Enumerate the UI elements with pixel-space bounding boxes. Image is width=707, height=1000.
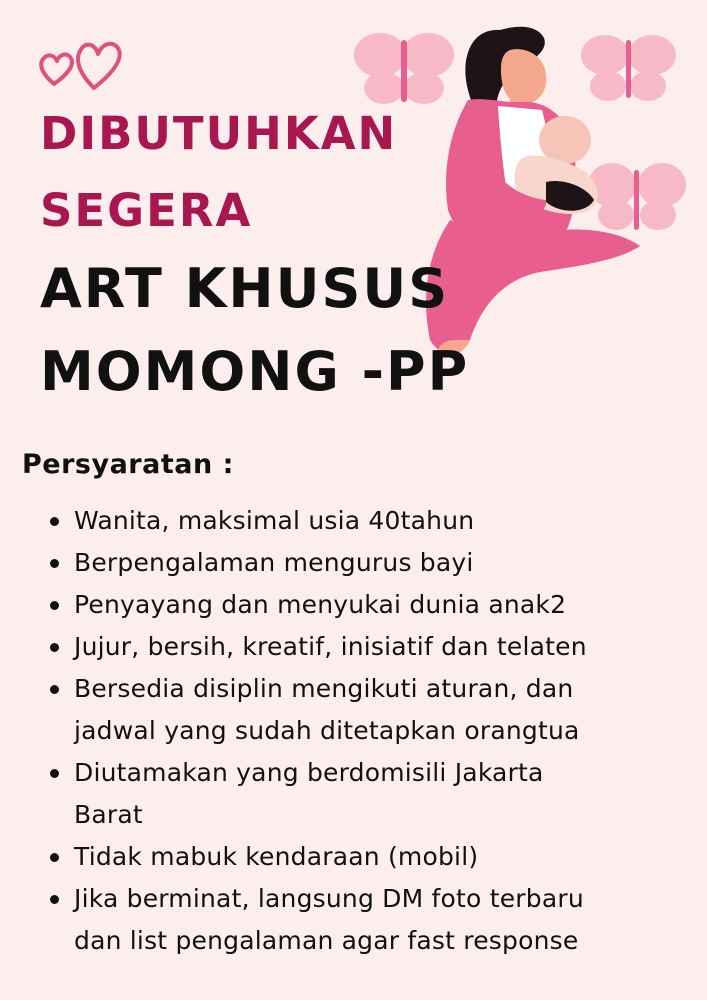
- list-item-text: Jika berminat, langsung DM foto terbaru: [74, 884, 584, 913]
- headline-dibutuhkan: DIBUTUHKAN: [40, 107, 398, 160]
- list-item: [48, 542, 698, 584]
- list-item: [48, 584, 698, 626]
- bullet-icon: [50, 685, 59, 694]
- bullet-icon: [50, 643, 59, 652]
- butterfly-icon: [354, 33, 454, 104]
- list-item-text: jadwal yang sudah ditetapkan orangtua: [74, 716, 580, 745]
- list-item-text: Bersedia disiplin mengikuti aturan, dan: [74, 674, 574, 703]
- list-item: [48, 752, 698, 836]
- list-item: [48, 626, 698, 668]
- bullet-icon: [50, 601, 59, 610]
- bullet-icon: [50, 769, 59, 778]
- list-item: [48, 836, 698, 878]
- list-item: [48, 500, 698, 542]
- list-item-text: Wanita, maksimal usia 40tahun: [74, 506, 475, 535]
- list-item-text: Tidak mabuk kendaraan (mobil): [74, 842, 479, 871]
- requirements-title: Persyaratan :: [22, 449, 234, 480]
- list-item-text: Barat: [74, 800, 143, 829]
- list-item-text: Berpengalaman mengurus bayi: [74, 548, 474, 577]
- hearts-icon: [36, 34, 126, 94]
- bullet-icon: [50, 559, 59, 568]
- bullet-icon: [50, 517, 59, 526]
- list-item-text: Penyayang dan menyukai dunia anak2: [74, 590, 567, 619]
- bullet-icon: [50, 895, 59, 904]
- list-item: [48, 668, 698, 752]
- headline-art-khusus: ART KHUSUS: [40, 257, 450, 320]
- list-item-text: dan list pengalaman agar fast response: [74, 926, 579, 955]
- headline-segera: SEGERA: [40, 184, 253, 237]
- butterfly-icon: [588, 163, 686, 230]
- requirements-list: [48, 500, 698, 962]
- list-item: [48, 878, 698, 962]
- list-item-text: Diutamakan yang berdomisili Jakarta: [74, 758, 544, 787]
- butterfly-icon: [581, 35, 676, 101]
- list-item-text: Jujur, bersih, kreatif, inisiatif dan telaten: [74, 632, 587, 661]
- headline-momong: MOMONG -PP: [40, 340, 470, 403]
- bullet-icon: [50, 853, 59, 862]
